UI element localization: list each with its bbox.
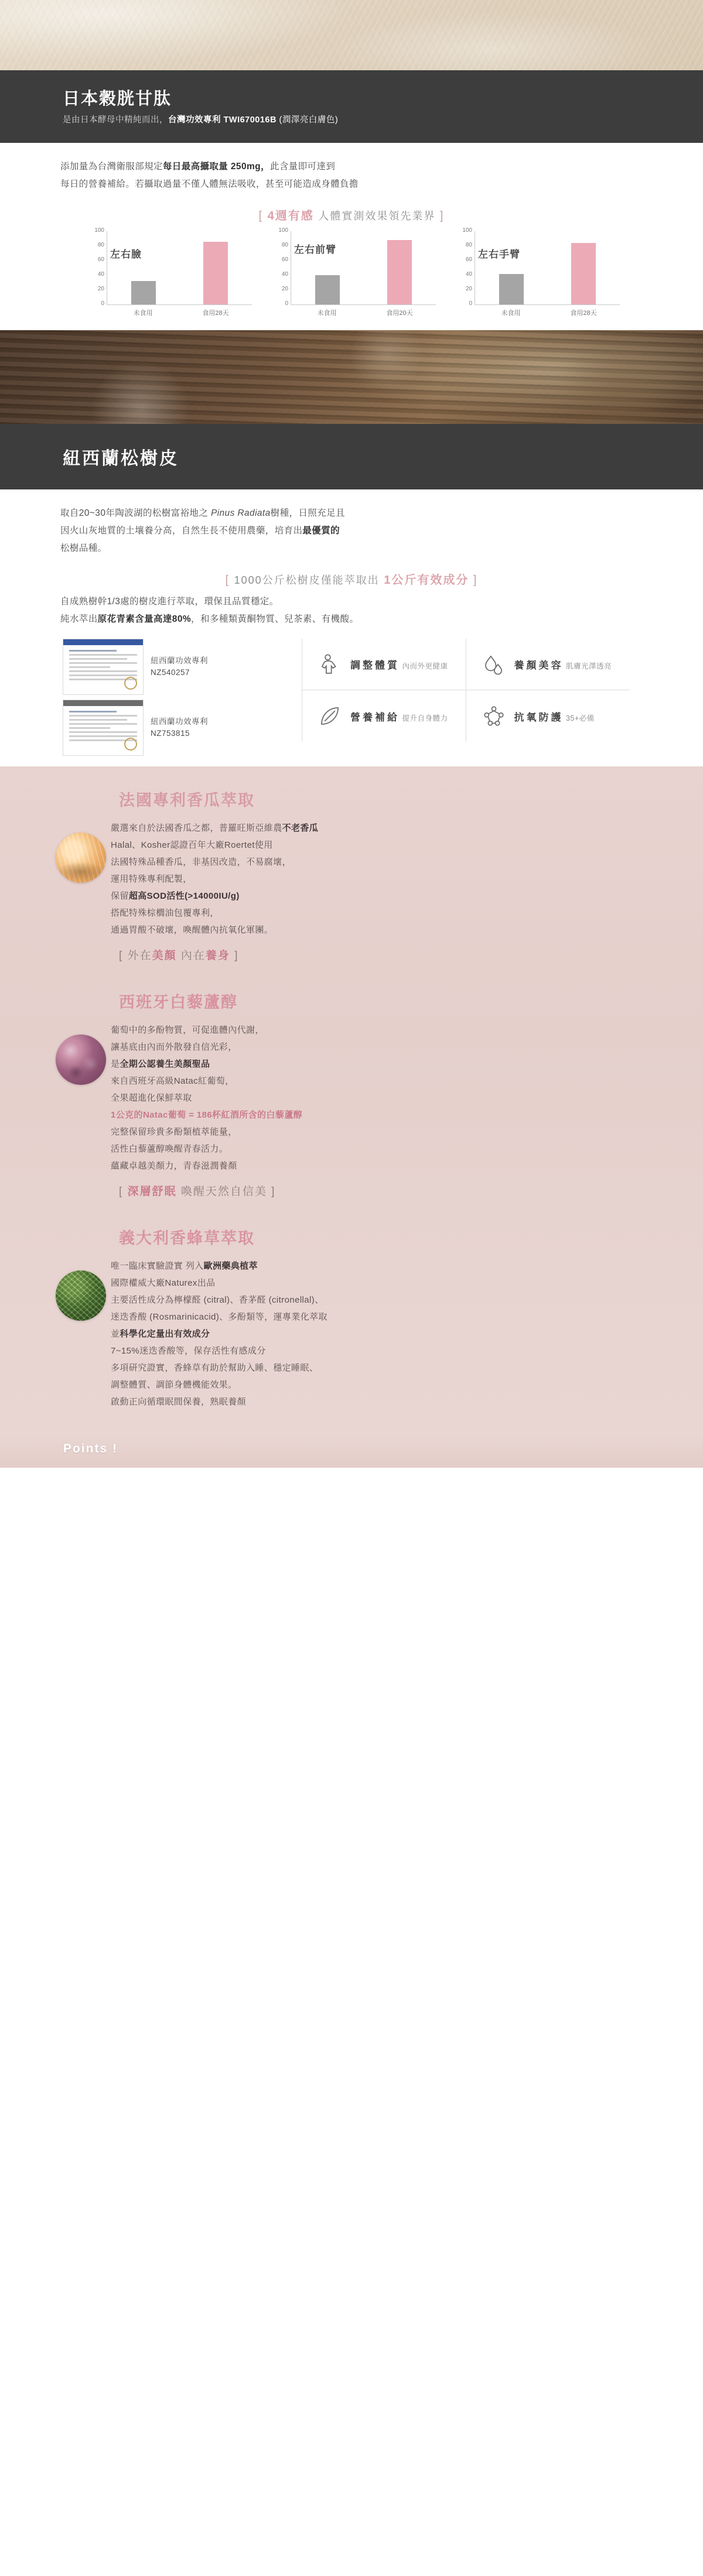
res-line-3: 來自西班牙高級Natac紅葡萄， — [111, 1076, 234, 1086]
top-texture-banner — [0, 0, 703, 70]
peptide-patent-note: (潤澤亮白膚色) — [279, 115, 339, 125]
certificate-label-text-1: 紐西蘭功效專利 — [151, 656, 208, 665]
pine-opc-content: 原花青素含量高達80% — [97, 614, 192, 624]
ytick2-80: 80 — [281, 242, 288, 248]
pine-text-section — [0, 489, 703, 766]
pine-p2-highlight: 最優質的 — [302, 526, 340, 536]
melon-line-0 — [111, 820, 318, 837]
chart-2-yaxis — [274, 227, 290, 305]
benefit-item-antioxidant — [466, 690, 630, 742]
points-label: Points ! — [63, 1442, 118, 1455]
ytick3-40: 40 — [465, 271, 472, 278]
melon-line-4 — [111, 888, 318, 905]
ytick-80: 80 — [97, 242, 104, 248]
peptide-sub-prefix: 是由日本酵母中精純而出， — [63, 115, 168, 125]
peptide-section — [0, 70, 703, 143]
certificate-item-1 — [63, 639, 296, 695]
pine-p5-a: 純水萃出 — [60, 614, 98, 624]
chart-2-xlabels — [291, 308, 436, 317]
benefit-desc-nutrition: 提升自身體力 — [402, 714, 448, 722]
benefit-title-beauty: 養顏美容 — [514, 660, 564, 671]
effect-grey-text: 人體實測效果領先業界 — [318, 210, 436, 222]
benefit-desc-beauty: 肌膚光澤透亮 — [565, 662, 612, 670]
res-line-2-text: 是 — [111, 1059, 120, 1069]
ytick2-100: 100 — [278, 227, 288, 234]
melon-line-3: 運用特殊專利配製， — [111, 874, 192, 884]
ingredient-text-lemonbalm — [111, 1256, 327, 1410]
ingredient-photo-melon — [50, 818, 111, 938]
ytick-0: 0 — [101, 300, 104, 307]
pine-paragraph-2 — [50, 593, 653, 628]
bracket-right: ] — [439, 210, 445, 222]
dose-paragraph — [50, 158, 653, 193]
dose-max-intake: 每日最高攝取量 250mg， — [162, 162, 270, 172]
pine-p3: 松樹品種。 — [60, 543, 107, 553]
chart-1-cat-0: 未食用 — [133, 310, 153, 317]
dose-and-charts-section — [0, 143, 703, 330]
res-bracket-left: [ — [119, 1186, 124, 1198]
benefit-item-body — [302, 639, 466, 690]
pine-p1-c: 樹種，日照充足且 — [270, 508, 345, 518]
ytick2-0: 0 — [285, 300, 288, 307]
chart-1-title: 左右臉 — [110, 249, 142, 260]
melon-line-4-text: 保留 — [111, 891, 129, 901]
chart-3-xlabels — [475, 308, 620, 317]
chart-1-bar-before — [131, 281, 156, 304]
balm-line-6: 多項研究證實，香蜂草有助於幫助入睡、穩定睡眠、 — [111, 1363, 319, 1373]
benefit-text-nutrition — [350, 709, 448, 724]
pine-title-section — [0, 424, 703, 489]
ingredient-body-lemonbalm — [50, 1256, 653, 1410]
res-line-4: 全果超進化保鮮萃取 — [111, 1093, 192, 1103]
balm-line-0-text: 唯一臨床實驗證實 列入 — [111, 1261, 204, 1271]
wood-photo-band — [0, 330, 703, 424]
pine-bracket-left: [ — [225, 574, 230, 587]
ingredient-spacer-1 — [50, 962, 653, 989]
balm-line-7: 調整體質、調節身體機能效果。 — [111, 1380, 237, 1390]
certificate-band-2 — [63, 700, 143, 706]
ingredient-title-lemonbalm: 義大利香蜂草萃取 — [119, 1229, 255, 1247]
balm-pharmacopoeia: 歐洲藥典植萃 — [203, 1261, 258, 1271]
benefit-title-body: 調整體質 — [350, 660, 400, 671]
pine-paragraph-1 — [50, 505, 653, 557]
pine-yield-heading — [50, 570, 653, 587]
benefit-text-body — [350, 657, 448, 672]
chart-2-cat-1: 食用20天 — [386, 310, 413, 317]
ingredient-bracket-resveratrol — [50, 1183, 653, 1198]
melon-bracket-hl2: 養身 — [205, 950, 230, 962]
balm-line-4-text: 並 — [111, 1329, 120, 1339]
certificate-seal-icon-2 — [124, 738, 137, 751]
benefit-desc-antioxidant: 35+必備 — [565, 714, 595, 722]
ingredient-title-melon: 法國專利香瓜萃取 — [119, 792, 255, 809]
melon-line-0-text: 嚴選來自於法國香瓜之都，普羅旺斯亞維農 — [111, 823, 282, 833]
melon-bracket-pre: 外在 — [127, 950, 152, 962]
ingredient-spacer-2 — [50, 1198, 653, 1225]
res-line-0: 葡萄中的多酚物質，可促進體內代謝， — [111, 1025, 264, 1035]
benefit-item-beauty — [466, 639, 630, 690]
peptide-title: 日本穀胱甘肽 — [63, 90, 172, 108]
ytick2-20: 20 — [281, 286, 288, 292]
peptide-patent-code: 台灣功效專利 TWI670016B — [168, 115, 277, 125]
certificate-seal-icon — [124, 677, 137, 690]
ytick-40: 40 — [97, 271, 104, 278]
chart-3-bar-before — [499, 274, 524, 305]
chart-3-bar-after — [571, 243, 596, 304]
chart-2-plot — [278, 227, 436, 307]
res-line-8: 蘊藏卓越美顏力，青春滋潤養顏 — [111, 1161, 237, 1171]
ingredient-photo-lemonbalm — [50, 1256, 111, 1410]
res-bracket-hl1: 深層舒眠 — [127, 1186, 177, 1198]
ytick-60: 60 — [97, 256, 104, 263]
body-icon — [318, 652, 342, 677]
pine-bracket-right: ] — [473, 574, 478, 587]
ytick3-100: 100 — [462, 227, 472, 234]
res-bracket-mid: 喚醒天然自信美 — [180, 1186, 267, 1198]
res-bracket-right: ] — [271, 1186, 276, 1198]
chart-1-yaxis — [90, 227, 106, 305]
balm-line-8: 啟動正向循環眠間保養，熟眠養顏 — [111, 1397, 247, 1407]
pine-p4: 自成熟樹幹1/3處的樹皮進行萃取，環保且品質穩定。 — [60, 597, 279, 607]
certificates-and-benefits — [50, 639, 653, 761]
balm-line-4 — [111, 1325, 327, 1342]
res-equivalence: 1公克的Natac葡萄 = 186杯紅酒所含的白藜蘆醇 — [111, 1110, 303, 1120]
chart-2-bar-after — [387, 240, 412, 304]
ingredient-text-melon — [111, 818, 318, 938]
balm-line-5: 7~15%迷迭香酸等，保存活性有感成分 — [111, 1346, 266, 1356]
balm-quantified: 科學化定量出有效成分 — [120, 1329, 210, 1339]
ytick2-40: 40 — [281, 271, 288, 278]
pine-title: 紐西蘭松樹皮 — [63, 449, 179, 468]
certificate-image-2 — [63, 700, 144, 756]
res-line-2 — [111, 1056, 302, 1073]
benefit-item-nutrition — [302, 690, 466, 742]
chart-3-yaxis — [458, 227, 474, 305]
drop-icon — [482, 652, 506, 677]
peptide-subtitle — [63, 113, 653, 125]
chart-1-cat-1: 食用28天 — [202, 310, 229, 317]
points-footer — [0, 1434, 703, 1468]
chart-2-bars — [291, 231, 436, 304]
leaf-icon — [318, 704, 342, 728]
res-line-6: 完整保留珍貴多酚類植萃能量， — [111, 1127, 237, 1137]
charts-row — [50, 227, 653, 317]
chart-3-plot — [462, 227, 620, 307]
bar-chart-forearm — [273, 227, 436, 317]
chart-3-cat-0: 未食用 — [501, 310, 521, 317]
ingredient-body-melon — [50, 818, 653, 938]
res-line-7: 活性白藜蘆醇喚醒青春活力。 — [111, 1144, 228, 1154]
certificate-label-1 — [151, 655, 208, 679]
benefit-grid — [302, 639, 630, 742]
ingredient-text-resveratrol — [111, 1020, 302, 1174]
chart-3-title: 左右手臂 — [478, 249, 520, 260]
bar-chart-face — [89, 227, 252, 317]
benefit-text-antioxidant — [514, 709, 595, 724]
chart-3-cat-1: 食用28天 — [570, 310, 597, 317]
certificate-item-2 — [63, 700, 296, 756]
pine-p1-a: 取自20~30年陶波湖的松樹富裕地之 — [60, 508, 211, 518]
melon-bracket-left: [ — [119, 950, 124, 962]
pine-yield-grey: 1000公斤松樹皮僅能萃取出 — [234, 574, 380, 586]
certificate-label-text-2: 紐西蘭功效專利 — [151, 717, 208, 726]
ytick-100: 100 — [94, 227, 104, 234]
certificate-number-2: NZ753815 — [151, 729, 190, 738]
ytick3-20: 20 — [465, 286, 472, 292]
melon-line-2: 法國特殊品種香瓜，非基因改造，不易腐壞， — [111, 857, 292, 867]
certificate-image-1 — [63, 639, 144, 695]
melon-line-5: 搭配特殊棕櫚油包覆專利， — [111, 908, 219, 918]
certificate-number-1: NZ540257 — [151, 668, 190, 677]
bar-chart-arm — [457, 227, 620, 317]
certificate-band — [63, 639, 143, 645]
dose-line1-c: 此含量即可達到 — [269, 162, 336, 172]
chart-2-cat-0: 未食用 — [317, 310, 337, 317]
molecule-icon — [482, 704, 506, 728]
chart-2-title-text: 左右前臂 — [294, 244, 336, 255]
ytick-20: 20 — [97, 286, 104, 292]
pine-species: Pinus Radiata — [210, 508, 271, 518]
certificates-column — [50, 639, 296, 761]
res-award-text: 全期公認養生美顏聖品 — [120, 1059, 210, 1069]
ytick3-0: 0 — [469, 300, 472, 307]
melon-photo-icon — [56, 833, 106, 883]
chart-1-plot — [94, 227, 252, 307]
benefit-text-beauty — [514, 657, 612, 672]
chart-3-bars — [475, 231, 620, 304]
ingredient-title-resveratrol: 西班牙白藜蘆醇 — [119, 994, 238, 1011]
pine-yield-highlight: 1公斤有效成分 — [384, 574, 469, 587]
melon-line-0-bold: 不老香瓜 — [282, 823, 319, 833]
ingredient-photo-resveratrol — [50, 1020, 111, 1174]
balm-line-3: 迷迭香酸 (Rosmarinicacid)、多酚類等，運專業化萃取 — [111, 1312, 327, 1322]
chart-1-xlabels — [107, 308, 252, 317]
bracket-left: [ — [258, 210, 264, 222]
benefit-title-antioxidant: 抗氧防護 — [514, 711, 564, 723]
pine-p2-a: 因火山灰地質的土壤養分高，自然生長不使用農藥，培育出 — [60, 526, 303, 536]
benefit-desc-body: 內而外更健康 — [402, 662, 448, 670]
ytick3-80: 80 — [465, 242, 472, 248]
ingredient-bracket-melon — [50, 947, 653, 962]
melon-bracket-right: ] — [234, 950, 239, 962]
melon-sod-activity: 超高SOD活性(>14000IU/g) — [128, 891, 240, 901]
pine-p5-c: ，和多種類黃酮物質、兒茶素、有機酸。 — [191, 614, 359, 624]
ytick2-60: 60 — [281, 256, 288, 263]
effect-heading — [50, 206, 653, 223]
balm-line-2: 主要活性成分為檸檬醛 (citral)、香茅醛 (citronellal)、 — [111, 1295, 324, 1305]
effect-weeks: 4週有感 — [267, 210, 314, 222]
lemonbalm-photo-icon — [56, 1270, 106, 1321]
chart-2-bar-before — [315, 275, 340, 304]
melon-bracket-mid: 內在 — [180, 950, 206, 962]
ingredients-section — [0, 766, 703, 1434]
chart-1-bar-after — [203, 242, 228, 305]
chart-1-bars — [107, 231, 252, 304]
balm-line-1: 國際權威大廠Naturex出品 — [111, 1278, 216, 1288]
dose-line1-a: 添加量為台灣衛服部規定 — [60, 162, 163, 172]
melon-line-1: Halal、Kosher認證百年大廠Roertet使用 — [111, 840, 273, 850]
balm-line-0 — [111, 1258, 327, 1275]
grape-photo-icon — [56, 1034, 106, 1085]
benefit-title-nutrition: 營養補給 — [350, 711, 400, 723]
melon-bracket-hl1: 美顏 — [152, 950, 177, 962]
certificate-label-2 — [151, 716, 208, 739]
ingredient-body-resveratrol — [50, 1020, 653, 1174]
ytick3-60: 60 — [465, 256, 472, 263]
melon-line-6: 通過胃酸不破壞，喚醒體內抗氧化軍團。 — [111, 925, 274, 935]
dose-line2: 每日的營養補給。若攝取過量不僅人體無法吸收，甚至可能造成身體負擔 — [60, 179, 359, 189]
res-line-1: 讓基底由內而外散發自信光彩， — [111, 1042, 237, 1052]
